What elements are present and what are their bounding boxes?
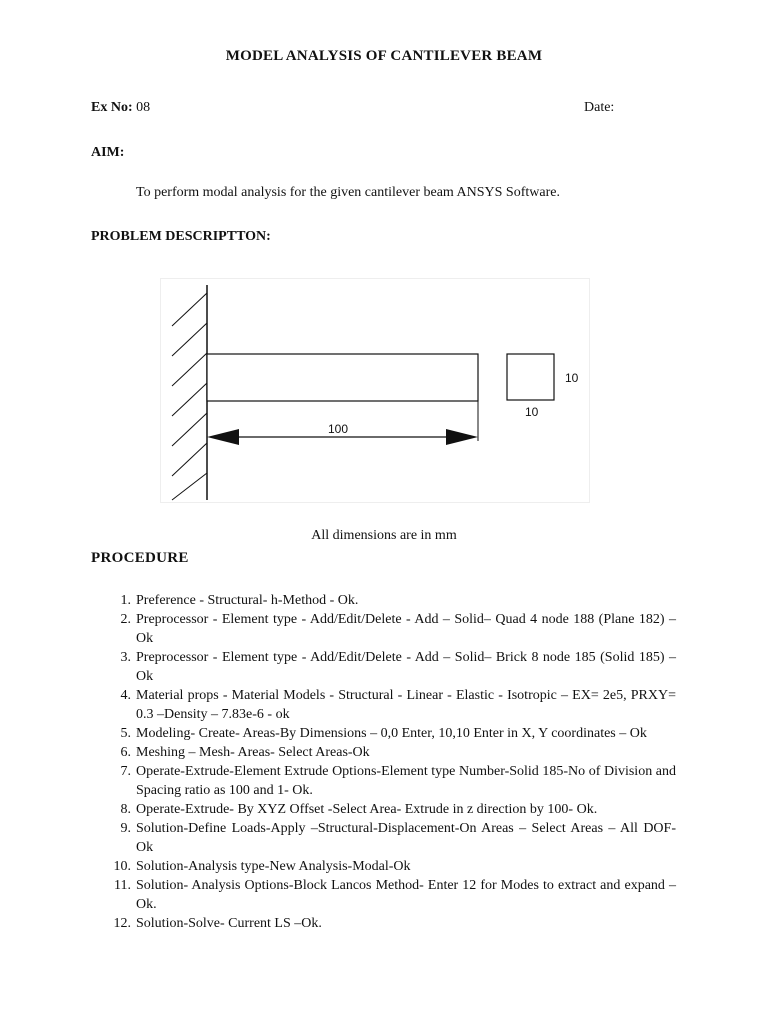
exno-value: 08 [136,100,151,115]
procedure-list [91,591,676,933]
page-title: MODEL ANALYSIS OF CANTILEVER BEAM [225,48,543,64]
aim-heading: AIM: [91,145,125,160]
section-height-label: 10 [565,371,579,385]
procedure-step: 9. Solution-Define Loads-Apply –Structural-Displacement-On Areas – Select Areas – All DOF- Ok [120,821,676,855]
procedure-step: 12. Solution-Solve- Current LS –Ok. [113,916,322,931]
cross-section [507,354,554,400]
procedure-step: 11. Solution- Analysis Options-Block Lancos Method- Enter 12 for Modes to extract and expand –Ok. [114,878,676,912]
procedure-step: 6. Meshing – Mesh- Areas- Select Areas-Ok [120,745,370,760]
procedure-step: 4. Material props - Material Models - Structural - Linear - Elastic - Isotropic – EX= 2e5, PRXY= 0.3 –Density – 7.83e-6 - ok [120,688,676,722]
procedure-step: 10. Solution-Analysis type-New Analysis-Modal-Ok [113,859,411,874]
arrowhead-left [207,429,239,445]
problem-heading: PROBLEM DESCRIPTTON: [91,229,271,244]
section-width-label: 10 [525,405,539,419]
length-label: 100 [328,422,349,436]
procedure-step: 7. Operate-Extrude-Element Extrude Options-Element type Number-Solid 185-No of Division and Spacing ratio as 100 and 1- Ok. [120,764,676,798]
procedure-step: 5. Modeling- Create- Areas-By Dimensions – 0,0 Enter, 10,10 Enter in X, Y coordinates – Ok [120,726,647,741]
arrowhead-right [446,429,478,445]
beam [207,354,478,401]
aim-text: To perform modal analysis for the given cantilever beam ANSYS Software. [136,185,560,200]
exno-label: Ex No: [91,100,133,115]
figure-caption: All dimensions are in mm [311,528,457,543]
procedure-heading: PROCEDURE [91,550,189,566]
procedure-step: 2. Preprocessor - Element type - Add/Edit/Delete - Add – Solid– Quad 4 node 188 (Plane 182) – Ok [120,612,676,646]
procedure-step: 3. Preprocessor - Element type - Add/Edit/Delete - Add – Solid– Brick 8 node 185 (Solid 185) – Ok [120,650,676,684]
cantilever-beam-diagram [160,278,590,503]
procedure-step: 1. Preference - Structural- h-Method - Ok. [120,593,359,608]
procedure-step: 8. Operate-Extrude- By XYZ Offset -Select Area- Extrude in z direction by 100- Ok. [120,802,598,817]
wall-hatching [172,293,207,500]
exercise-number [91,100,150,116]
date-label: Date: [584,100,615,115]
